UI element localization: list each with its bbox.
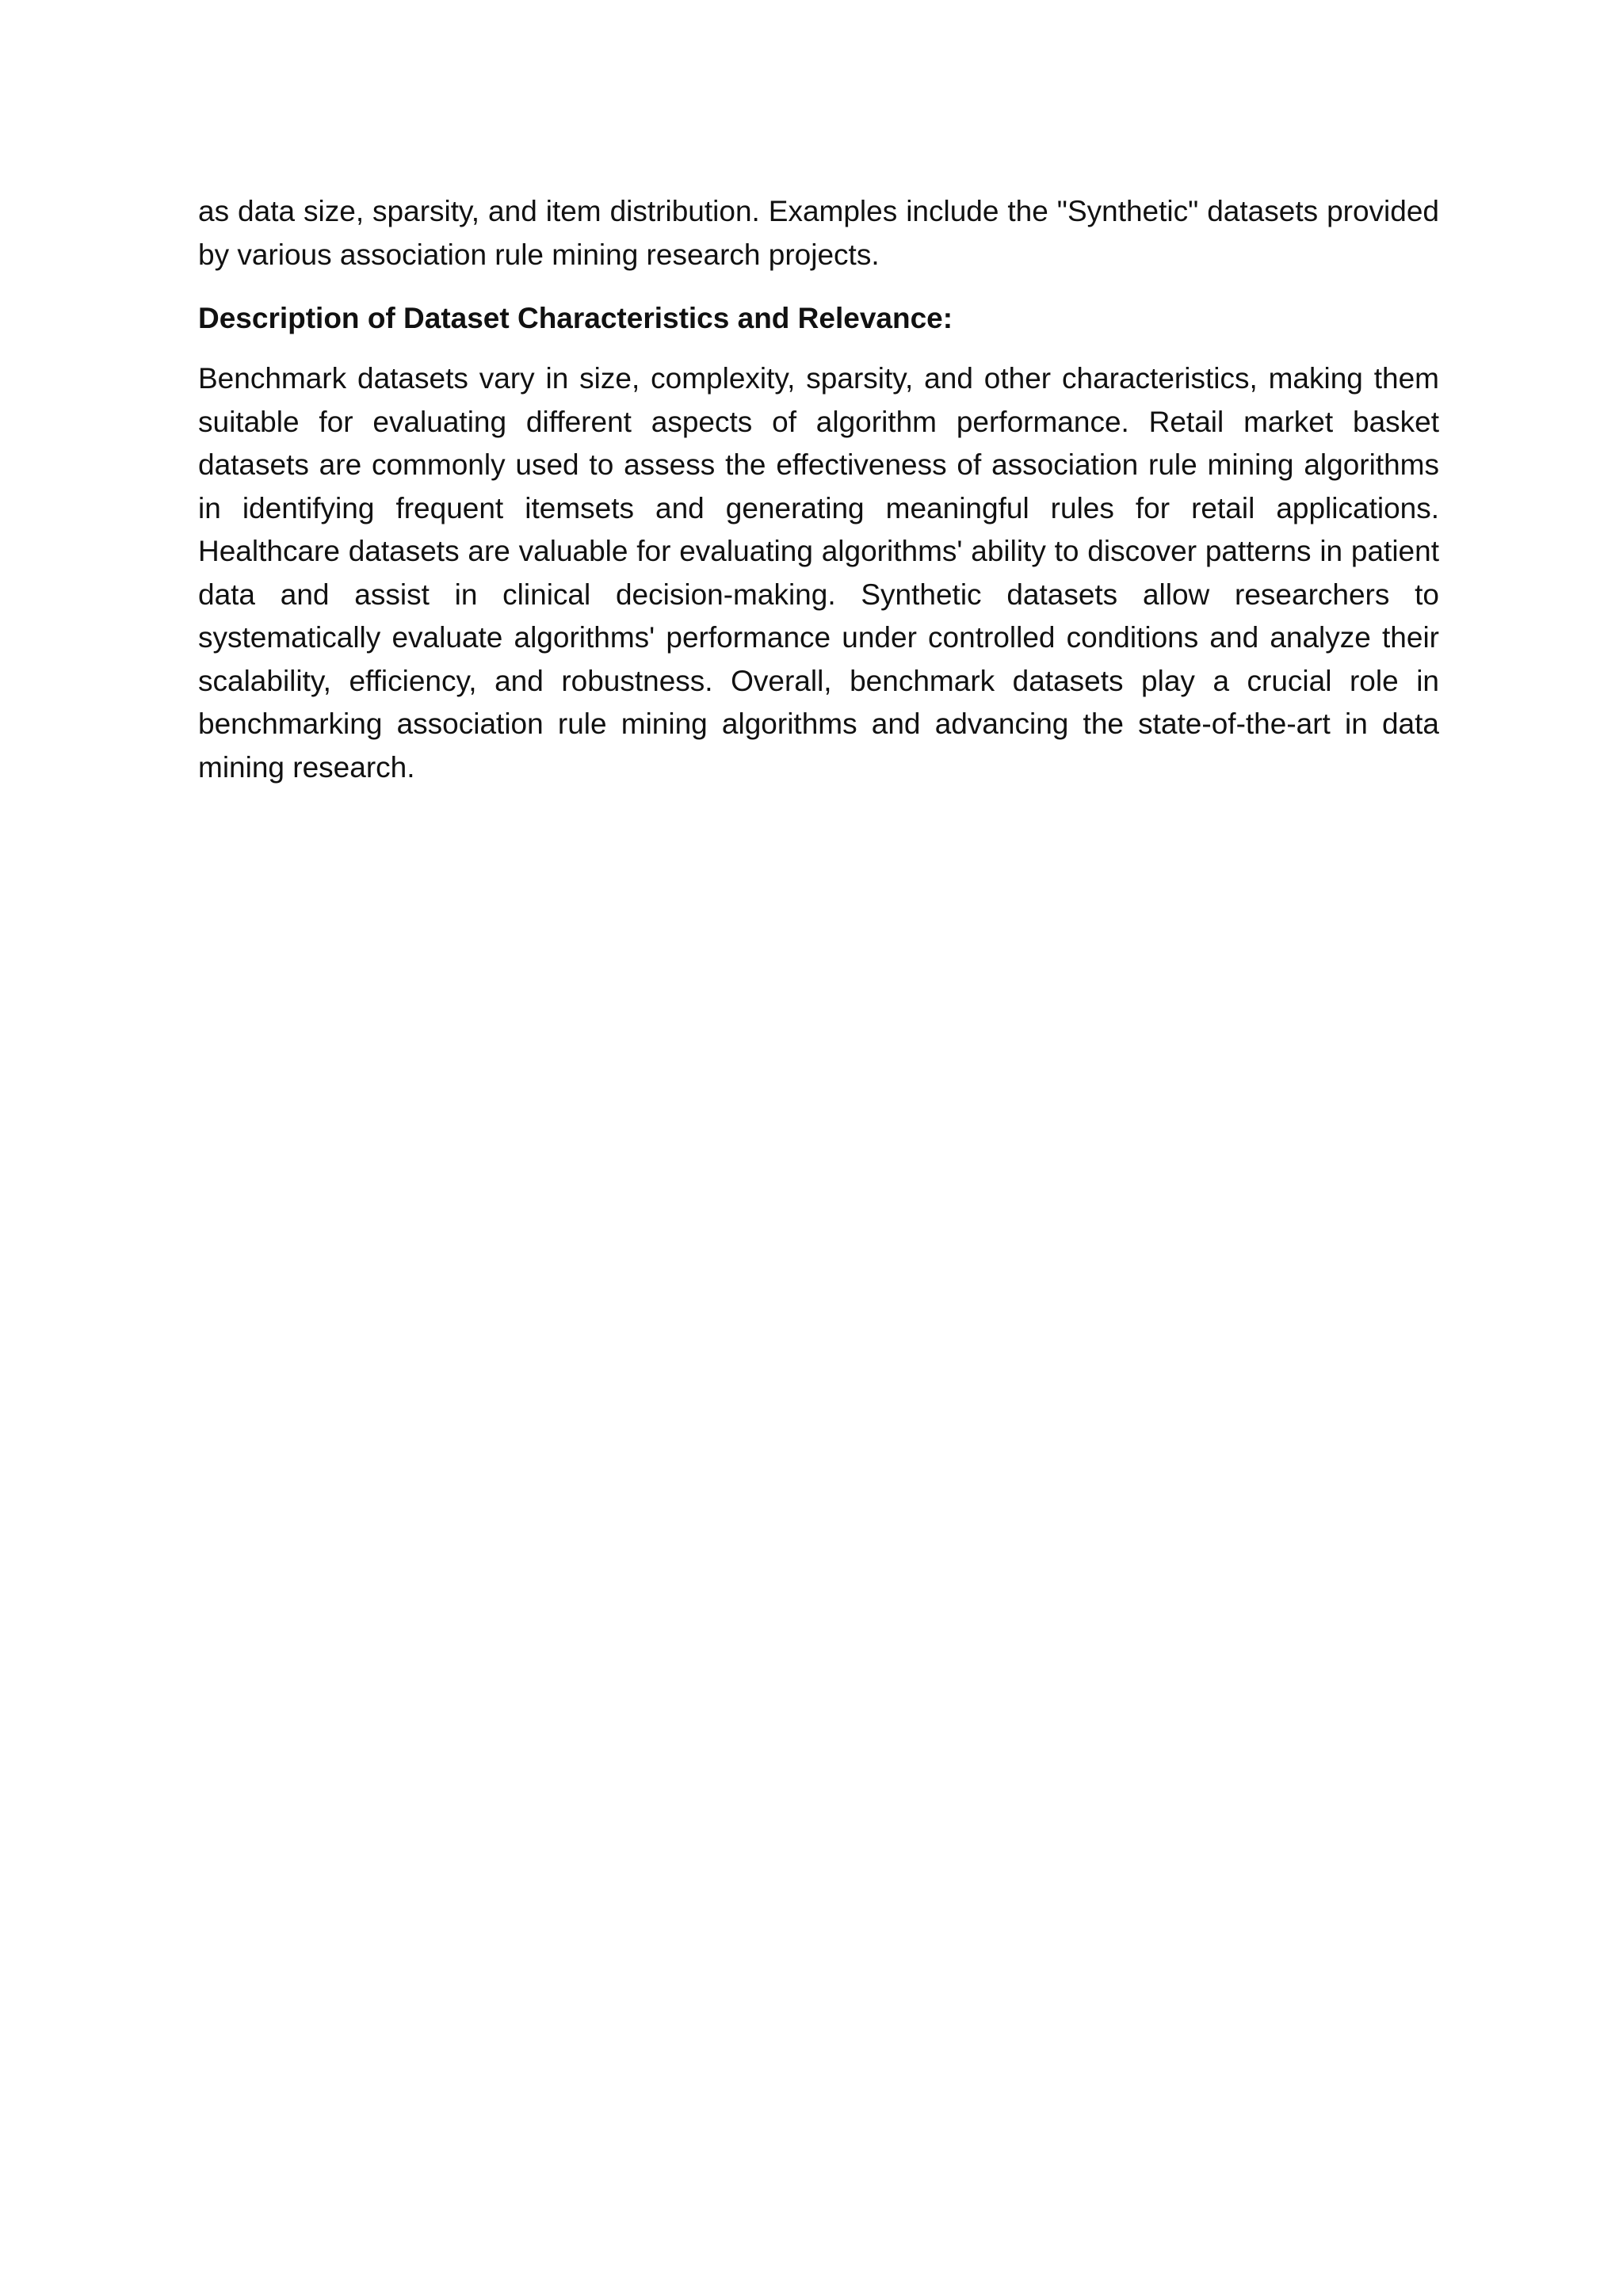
body-paragraph: Benchmark datasets vary in size, complexity, sparsity, and other characteristics, making them suitable for evaluating different aspects of algorithm performance. Retail market basket datasets are commonly used to assess the effectiveness of association rule mining algorithms in identifying frequent itemsets and generating meaningful rules for retail applications. Healthcare datasets are valuable for evaluating algorithms' ability to discover patterns in patient data and assist in clinical decision-making. Synthetic datasets allow researchers to systematically evaluate algorithms' performance under controlled conditions and analyze their scalability, efficiency, and robustness. Overall, benchmark datasets play a crucial role in benchmarking association rule mining algorithms and advancing the state-of-the-art in data mining research. <box>198 362 1439 784</box>
continued-paragraph: as data size, sparsity, and item distribution. Examples include the "Synthetic" datasets provided by various association rule mining research projects. <box>198 195 1439 271</box>
section-heading: Description of Dataset Characteristics and Relevance: <box>198 302 953 334</box>
page-content <box>198 190 1439 789</box>
